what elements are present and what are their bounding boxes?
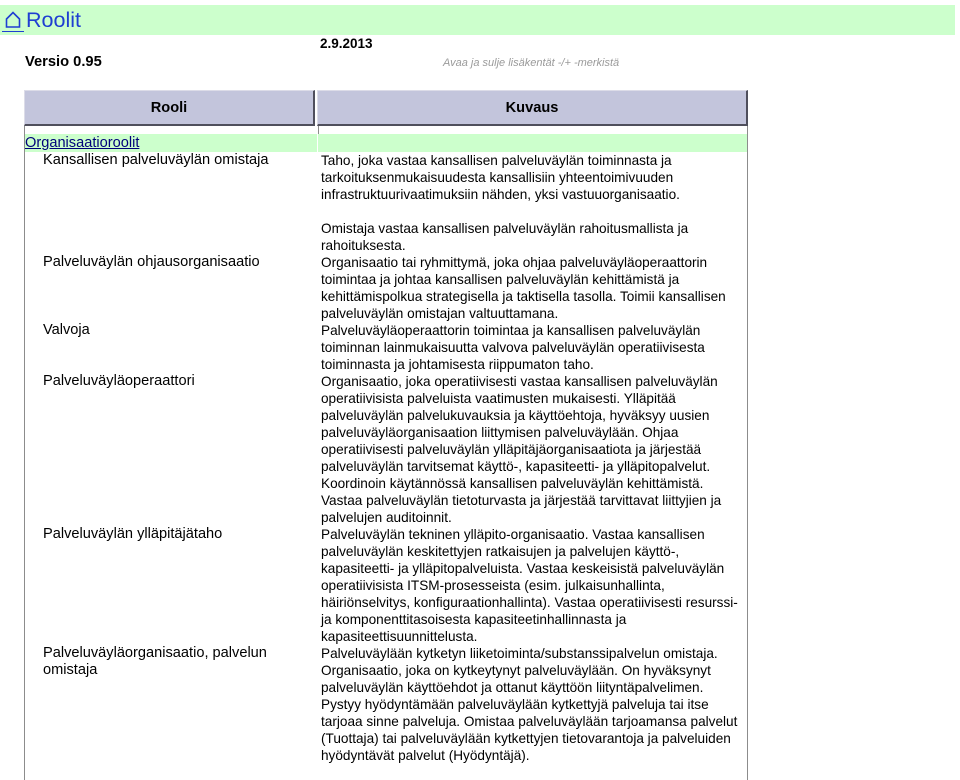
role-cell xyxy=(25,645,318,764)
table-row xyxy=(25,220,747,254)
description-line: kapasiteetti- ja ylläpitopalveluista. Vastaa keskeisistä palveluväylän xyxy=(321,561,725,576)
home-link[interactable] xyxy=(2,6,92,34)
table-row xyxy=(25,254,747,322)
document-date: 2.9.2013 xyxy=(320,36,373,51)
role-cell xyxy=(25,526,318,645)
role-cell xyxy=(25,254,318,322)
description-line: tarjoaa sinne palveluja. Omistaa palveluväylään tarjoamansa palvelut xyxy=(321,714,738,729)
section-row xyxy=(24,134,748,152)
description-cell xyxy=(318,645,747,764)
column-header-description: Kuvaus xyxy=(317,90,748,126)
description-cell xyxy=(318,254,747,322)
role-cell xyxy=(25,322,318,373)
description-line: häiriönselvitys, konfiguraationhallinta). Vastaa operatiivisesti resurssi- xyxy=(321,595,738,610)
description-line: tarkoituksenmukaisuudesta kansallisiin yhteentoimivuuden xyxy=(321,170,674,185)
description-cell xyxy=(318,152,747,203)
page-title[interactable]: Roolit xyxy=(26,8,81,32)
description-line: hyödyntävät palvelut (Hyödyntäjä). xyxy=(321,748,530,763)
description-cell xyxy=(318,220,747,254)
description-cell xyxy=(318,373,747,526)
description-cell xyxy=(318,322,747,373)
description-line: Organisaatio tai ryhmittymä, joka ohjaa palveluväyläoperaattorin xyxy=(321,255,708,270)
description-line: operatiivisesti palveluväylän ylläpitäjäorganisaatiota ja järjestää xyxy=(321,442,702,457)
description-line: Organisaatio, joka operatiivisesti vastaa kansallisen palveluväylän xyxy=(321,374,718,389)
role-cell xyxy=(25,220,318,254)
role-name: omistaja xyxy=(43,662,98,678)
section-cell-fill xyxy=(318,134,747,152)
description-line: palveluväylän palvelukuvauksia ja käyttöehtoja, hyväksyy uusien xyxy=(321,408,710,423)
description-line: rahoituksesta. xyxy=(321,238,406,253)
description-line: operatiivisista ITSM-prosesseista (esim. julkaisunhallinta, xyxy=(321,578,665,593)
description-line: palvelujen auditoinnit. xyxy=(321,510,452,525)
description-line: Palveluväylän tekninen ylläpito-organisaatio. Vastaa kansallisen xyxy=(321,527,705,542)
description-line: palveluväylän tarvitsemat käyttö-, kapasiteetti- ja ylläpitopalvelut. xyxy=(321,459,711,474)
description-line: ja komponenttitasoisesta kapasiteetinhallinnasta ja xyxy=(321,612,627,627)
title-band xyxy=(0,5,955,35)
column-divider xyxy=(318,126,319,134)
description-line: Taho, joka vastaa kansallisen palveluväylän toiminnasta ja xyxy=(321,153,672,168)
table-row xyxy=(25,152,747,203)
role-name: Palveluväylän ylläpitäjätaho xyxy=(43,526,223,542)
role-cell xyxy=(25,373,318,526)
expand-hint: Avaa ja sulje lisäkentät -/+ -merkistä xyxy=(443,57,620,69)
description-line: kapasiteettisuunnittelusta. xyxy=(321,629,478,644)
table-row xyxy=(25,322,747,373)
description-line: operatiivisista palveluista vaatimusten mukaisesti. Ylläpitää xyxy=(321,391,676,406)
role-name: Palveluväylän ohjausorganisaatio xyxy=(43,254,260,270)
description-line: Pystyy hyödyntämään palveluväylään kytkettyjä palveluja tai itse xyxy=(321,697,709,712)
description-line: toimintaa ja johtaa kansallisen palveluväylän kehittämistä ja xyxy=(321,272,680,287)
description-line: palveluväylän omistajan valtuuttamana. xyxy=(321,306,559,321)
description-line: toiminnan lainmukaisuutta valvova palveluväylän operatiivisesta xyxy=(321,340,705,355)
role-name: Valvoja xyxy=(43,322,90,338)
role-name: Palveluväyläorganisaatio, palvelun xyxy=(43,645,267,661)
description-line: Vastaa palveluväylän tietoturvasta ja järjestää tarvittavat liittyjien ja xyxy=(321,493,722,508)
table-row xyxy=(25,645,747,764)
spacer-row xyxy=(24,126,748,134)
roles-table xyxy=(24,152,748,780)
description-line: (Tuottaja) tai palveluväylään kytkettyjen tietovarantoja ja palveluiden xyxy=(321,731,731,746)
role-cell xyxy=(25,152,318,203)
description-line: Palveluväyläoperaattorin toimintaa ja kansallisen palveluväylän xyxy=(321,323,701,338)
table-row xyxy=(25,526,747,645)
description-line: palveluväyläorganisaation liittymisen palveluväylään. Ohjaa xyxy=(321,425,679,440)
description-cell xyxy=(318,526,747,645)
version-label: Versio 0.95 xyxy=(25,54,102,70)
description-line: palveluväylän keskitettyjen ratkaisujen ja palvelujen käyttö-, xyxy=(321,544,680,559)
description-line: palveluväylän käyttöehdot ja ottanut käyttöön liityntäpalvelimen. xyxy=(321,680,704,695)
description-line: Koordinoin käytännössä kansallisen palveluväylän kehittämistä. xyxy=(321,476,704,491)
description-line: Omistaja vastaa kansallisen palveluväylän rahoitusmallista ja xyxy=(321,221,689,236)
role-name: Kansallisen palveluväylän omistaja xyxy=(43,152,269,168)
role-name: Palveluväyläoperaattori xyxy=(43,373,195,389)
table-row xyxy=(25,373,747,526)
description-line: Palveluväylään kytketyn liiketoiminta/substanssipalvelun omistaja. xyxy=(321,646,718,661)
column-header-role: Rooli xyxy=(24,90,315,126)
description-line: Organisaatio, joka on kytkeytynyt palveluväylään. On hyväksynyt xyxy=(321,663,711,678)
description-line: infrastruktuurivaatimuksiin nähden, yksi vastuuorganisaatio. xyxy=(321,187,680,202)
section-link[interactable]: Organisaatioroolit xyxy=(25,135,140,151)
description-line: toiminnasta ja johtamisesta riippumaton taho. xyxy=(321,357,594,372)
home-icon[interactable] xyxy=(2,9,24,32)
section-cell xyxy=(25,134,317,152)
description-line: kehittämispolkua strategisella ja taktisella tasolla. Toimii kansallisen xyxy=(321,289,726,304)
